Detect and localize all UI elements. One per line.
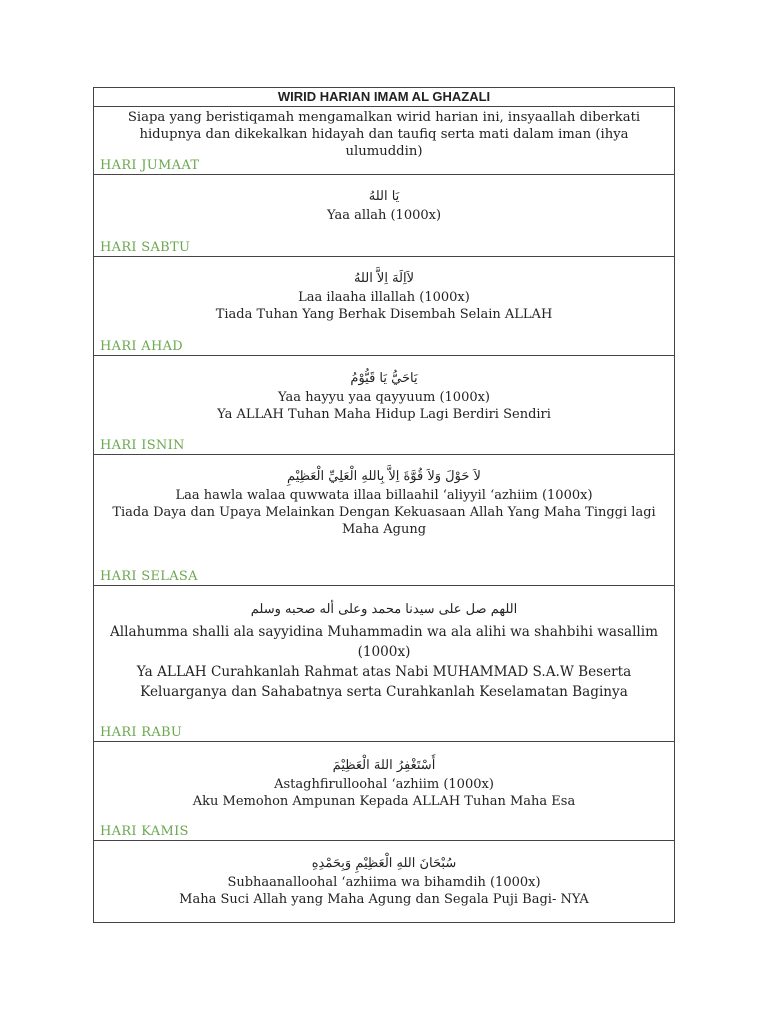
section-jumaat [94, 174, 674, 257]
arabic-text: لاَ حَوْلَ وَلاَ قُوَّةَ اِلاَّ بِاللهِ الْعَلِيِّ الْعَظِيْمِ [287, 469, 481, 484]
wirid-table [93, 87, 675, 923]
title-row [94, 88, 674, 106]
latin-text: Laa ilaaha illallah (1000x) [298, 290, 470, 305]
latin-text: Laa hawla walaa quwwata illaa billaahil ‘aliyyil ‘azhiim (1000x) [175, 488, 593, 503]
meaning-text: Maha Suci Allah yang Maha Agung dan Segala Puji Bagi- NYA [179, 892, 589, 907]
arabic-text: يَاحَيُّ يَا قَيُّوْمُ [350, 371, 418, 386]
arabic-text: أَسْتَغْفِرُ اللهَ الْعَظِيْمَ [332, 758, 436, 773]
meaning-text: Tiada Tuhan Yang Berhak Disembah Selain ALLAH [215, 307, 553, 322]
latin-text: Yaa hayyu yaa qayyuum (1000x) [277, 390, 491, 405]
day-label-rabu: HARI RABU [100, 725, 183, 740]
intro-row [94, 106, 674, 175]
day-label-kamis: HARI KAMIS [100, 824, 189, 839]
day-label-isnin: HARI ISNIN [100, 438, 185, 453]
page-title: WIRID HARIAN IMAM AL GHAZALI [277, 89, 491, 104]
intro-text: Siapa yang beristiqamah mengamalkan wirid harian ini, insyaallah diberkati hidupnya dan dikekalkan hidayah dan taufiq serta mati dalam iman (ihya ulumuddin) [127, 110, 641, 159]
section-isnin [94, 454, 674, 586]
meaning-text: Tiada Daya dan Upaya Melainkan Dengan Kekuasaan Allah Yang Maha Tinggi lagi Maha Agung [112, 505, 656, 537]
section-rabu [94, 741, 674, 841]
section-ahad [94, 355, 674, 455]
arabic-text: يَا اللهُ [368, 189, 400, 204]
meaning-text: Aku Memohon Ampunan Kepada ALLAH Tuhan Maha Esa [192, 794, 576, 809]
day-label-ahad: HARI AHAD [100, 339, 184, 354]
latin-text: Yaa allah (1000x) [326, 208, 442, 223]
day-label-selasa: HARI SELASA [100, 569, 198, 584]
section-sabtu [94, 256, 674, 356]
meaning-text: Ya ALLAH Curahkanlah Rahmat atas Nabi MUHAMMAD S.A.W Beserta Keluarganya dan Sahabatnya serta Curahkanlah Keselamatan Baginya [136, 664, 632, 700]
latin-text: Astaghfirulloohal ‘azhiim (1000x) [274, 777, 494, 792]
latin-text: Allahumma shalli ala sayyidina Muhammadin wa ala alihi wa shahbihi wasallim (1000x) [109, 624, 658, 660]
day-label-jumaat: HARI JUMAAT [100, 158, 200, 173]
arabic-text: لاَاِلَهَ اِلاَّ اللهُ [353, 271, 415, 286]
latin-text: Subhaanalloohal ‘azhiima wa bihamdih (1000x) [227, 875, 541, 890]
section-selasa [94, 585, 674, 742]
arabic-text: اللهم صل على سيدنا محمد وعلى أله صحبه وسلم [250, 602, 518, 617]
meaning-text: Ya ALLAH Tuhan Maha Hidup Lagi Berdiri Sendiri [217, 407, 551, 422]
day-label-sabtu: HARI SABTU [100, 240, 191, 255]
arabic-text: سُبْحَانَ اللهِ الْعَظِيْمِ وَبِحَمْدِهِ [311, 856, 457, 871]
section-kamis [94, 840, 674, 923]
